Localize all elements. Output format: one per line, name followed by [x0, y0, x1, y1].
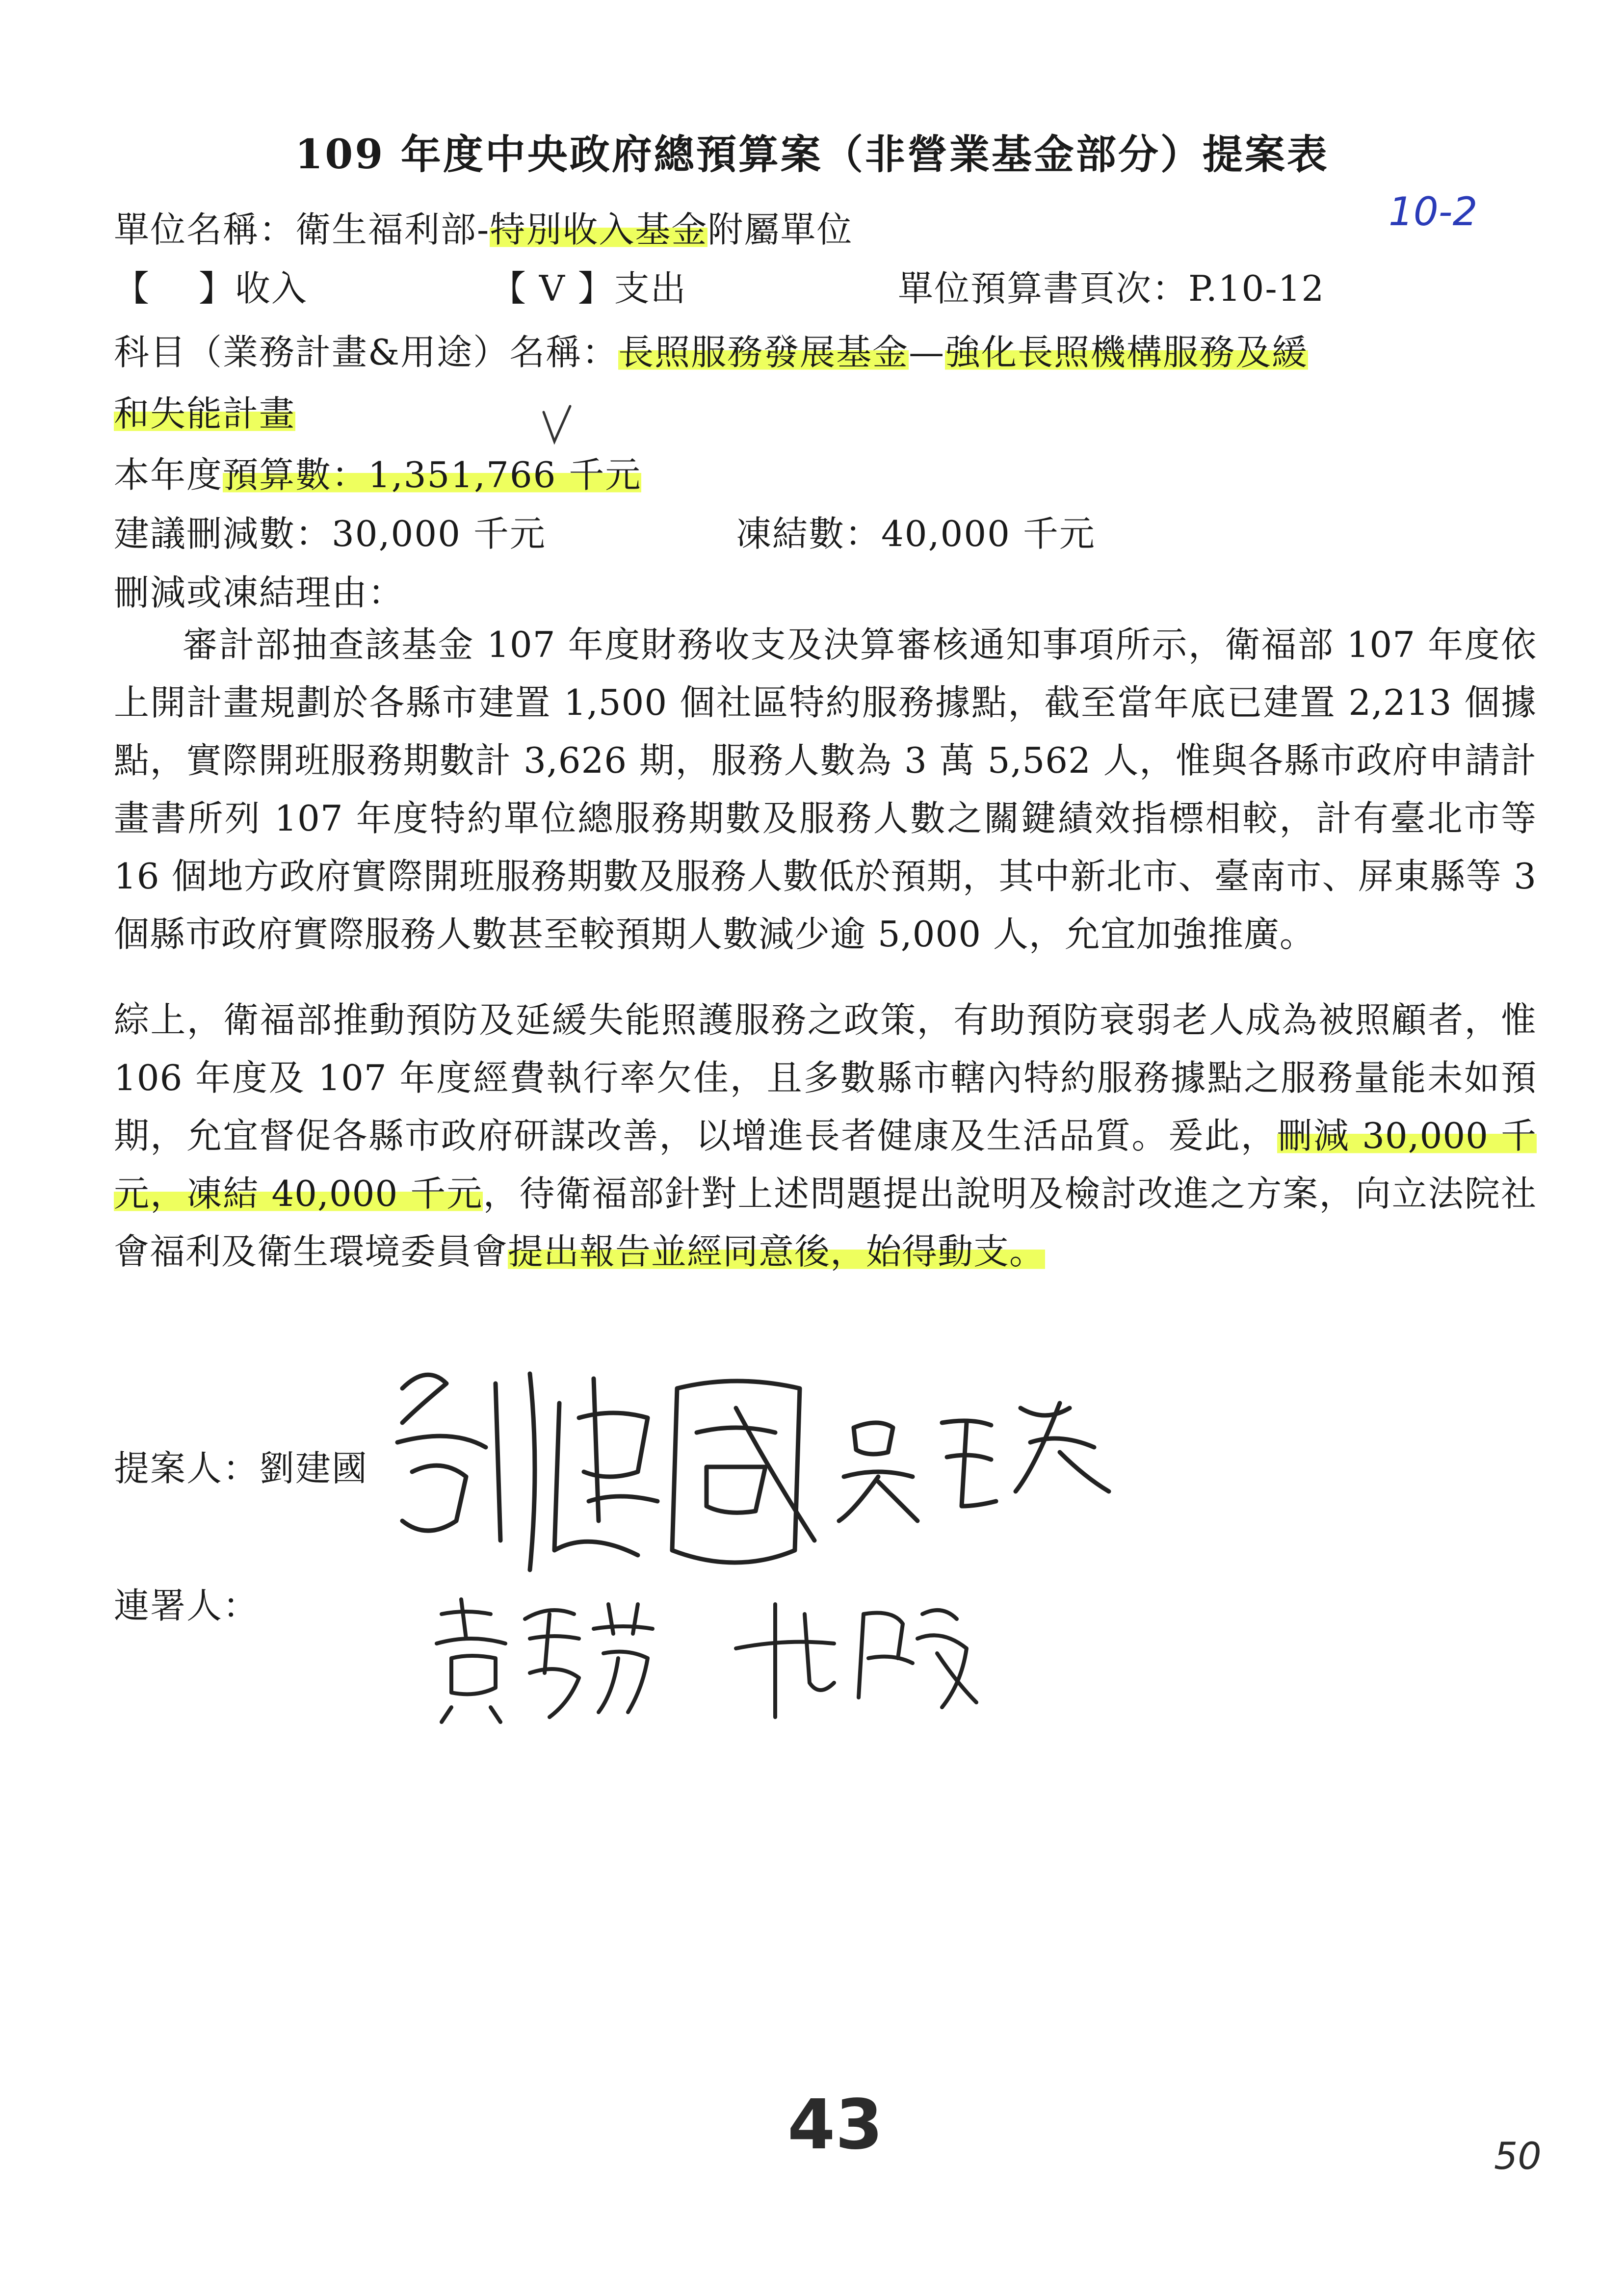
proposer-label: 提案人：劉建國 — [114, 1448, 368, 1489]
subject-label: 科目（業務計畫&用途）名稱： — [114, 332, 619, 373]
income-checkbox: 【 】收入 — [114, 268, 308, 309]
handwritten-annotation-top: 10-2 — [1388, 189, 1478, 235]
proposer-signature — [383, 1344, 1143, 1601]
paragraph-2-highlight-2: 提出報告並經同意後，始得動支。 — [508, 1231, 1046, 1272]
subject-line-2-text: 和失能計畫 — [114, 393, 296, 434]
reason-label: 刪減或凍結理由： — [114, 572, 405, 613]
budget-line — [114, 446, 641, 497]
budget-highlight: 預算數：1,351,766 千元 — [223, 454, 642, 496]
unit-name-post: 附屬單位 — [707, 209, 853, 250]
check-mark-icon — [540, 402, 574, 446]
cosigner-signature — [432, 1585, 1021, 1734]
subject-dash: — — [909, 332, 945, 373]
page-reference: 單位預算書頁次：P.10-12 — [898, 268, 1325, 309]
paragraph-2-highlight: 刪減 30,000 千元，凍結 40,000 千元 — [114, 1115, 1537, 1214]
subject-highlight-b: 強化長照機構服務及緩 — [945, 332, 1309, 373]
document-title: 109 年度中央政府總預算案（非營業基金部分）提案表 — [295, 131, 1329, 178]
handwritten-corner-number: 50 — [1494, 2134, 1542, 2178]
freeze-amount: 凍結數：40,000 千元 — [736, 513, 1096, 554]
subject-highlight-a: 長照服務發展基金 — [618, 332, 909, 373]
subject-line-2 — [114, 385, 295, 436]
unit-name-highlight: 特別收入基金 — [490, 209, 708, 250]
cut-amount: 建議刪減數：30,000 千元 — [114, 513, 546, 554]
unit-name-line — [114, 201, 853, 252]
unit-name-pre: 衛生福利部- — [295, 209, 490, 250]
subject-line — [114, 324, 1308, 375]
cosigner-label: 連署人： — [114, 1585, 260, 1626]
paragraph-2-part-a: 綜上，衛福部推動預防及延緩失能照護服務之政策，有助預防衰弱老人成為被照顧者，惟 106 年度及 107 年度經費執行率欠佳，且多數縣市轄內特約服務據點之服務量能未如預期，允宜督促各縣市政府研謀改善，以增進長者健康及生活品質。爰此， — [114, 999, 1537, 1156]
reason-paragraph-2 — [114, 991, 1537, 1280]
unit-label: 單位名稱： — [114, 209, 296, 250]
paragraph-2-part-b: ，待衛福部針對上述問題提出說明及檢討改進之方案，向立法院社會福利及衛生環境委員會 — [114, 1173, 1537, 1272]
budget-pre: 本年度 — [114, 454, 223, 496]
handwritten-page-number: 43 — [787, 2085, 883, 2165]
expense-checkbox: 【 V 】支出 — [491, 268, 687, 309]
reason-paragraph-1: 審計部抽查該基金 107 年度財務收支及決算審核通知事項所示，衛福部 107 年度依上開計畫規劃於各縣市建置 1,500 個社區特約服務據點，截至當年底已建置 2,213 個據點，實際開班服務期數計 3,626 期，服務人數為 3 萬 5,562 人，惟與各縣市政府申請計畫書所列 107 年度特約單位總服務期數及服務人數之關鍵績效指標相較，計有臺北市等 16 個地方政府實際開班服務期數及服務人數低於預期，其中新北市、臺南市、屏東縣等 3 個縣市政府實際服務人數甚至較預期人數減少逾 5,000 人，允宜加強推廣。 — [114, 624, 1537, 955]
